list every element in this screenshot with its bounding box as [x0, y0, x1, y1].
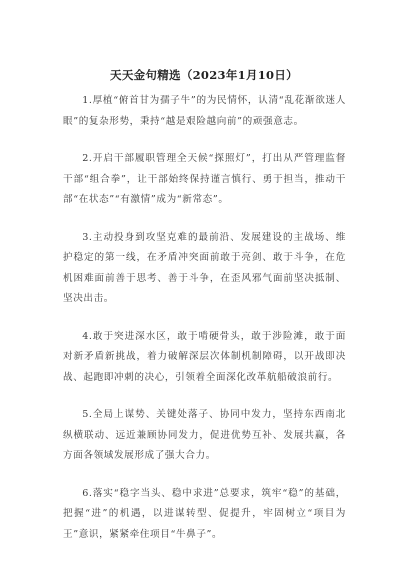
quote-paragraph-6: 6.落实“稳字当头、稳中求进”总要求，筑牢“稳”的基础，把握“进”的机遇，以进谋转型、促提升，牢固树立“项目为王”意识，紧紧牵住项目“牛鼻子”。: [63, 487, 346, 540]
quote-paragraph-2: 2.开启干部履职管理全天候“探照灯”，打出从严管理监督干部“组合拳”，让干部始终保持谨言慎行、勇于担当，推动干部“在状态”“有激情”成为“新常态”。: [63, 153, 346, 205]
document-title: 天天金句精选（2023年1月10日）: [110, 68, 298, 82]
document-body: [63, 91, 346, 545]
quote-paragraph-5: 5.全局上谋势、关键处落子、协同中发力，坚持东西南北纵横联动、远近兼顾协同发力，促进优势互补、发展共赢，各方面各领域发展形成了强大合力。: [63, 409, 346, 461]
quote-paragraph-3: 3.主动投身到攻坚克难的最前沿、发展建设的主战场、维护稳定的第一线，在矛盾冲突面前敢于亮剑、敢于斗争，在危机困难面前善于思考、善于斗争，在歪风邪气面前坚决抵制、坚决出击。: [63, 231, 346, 304]
quote-paragraph-4: 4.敢于突进深水区，敢于啃硬骨头，敢于涉险滩，敢于面对新矛盾新挑战，着力破解深层次体制机制障碍，以开战即决战、起跑即冲刺的决心，引领着全面深化改革航船破浪前行。: [63, 330, 346, 383]
quote-paragraph-1: 1.厚植“俯首甘为孺子牛”的为民情怀，认清“乱花渐欲迷人眼”的复杂形势，秉持“越是艰险越向前”的顽强意志。: [63, 95, 346, 127]
